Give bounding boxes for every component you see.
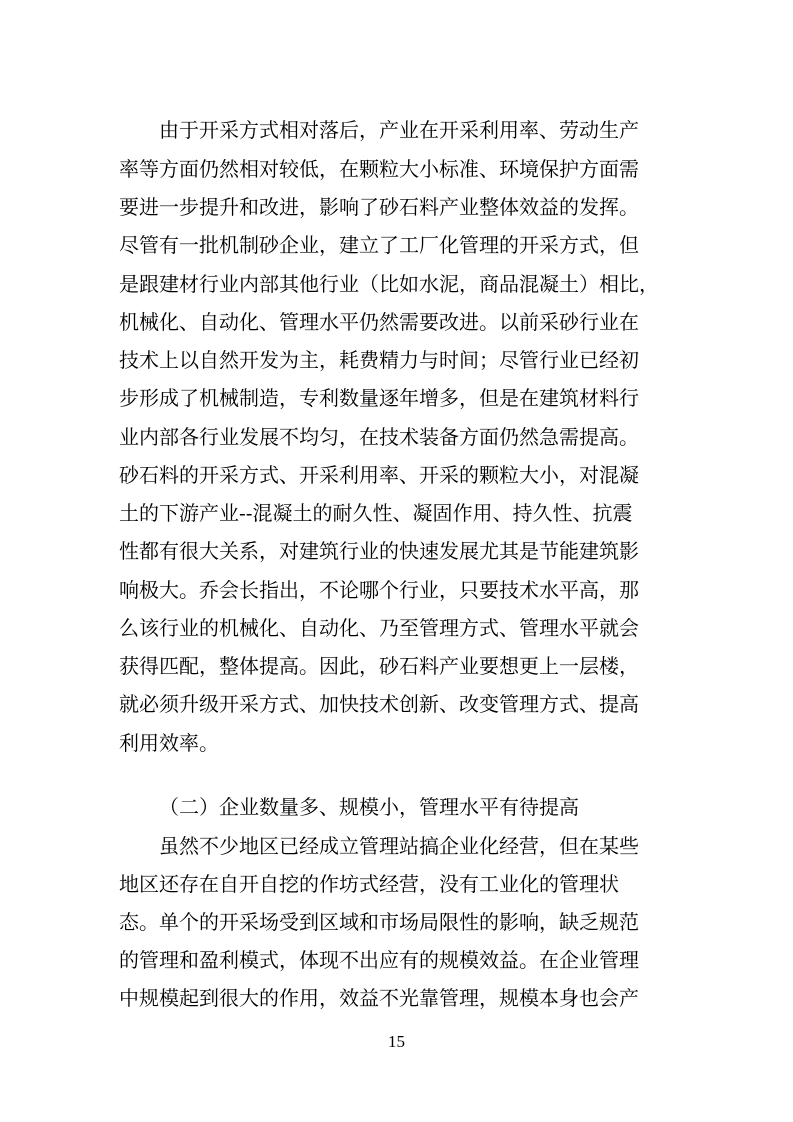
paragraph-1-line-11: 土的下游产业--混凝土的耐久性、凝固作用、持久性、抗震 bbox=[119, 501, 633, 525]
paragraph-1-line-17: 利用效率。 bbox=[119, 731, 219, 755]
paragraph-2-line-5: 中规模起到很大的作用，效益不光靠管理，规模本身也会产 bbox=[119, 986, 639, 1010]
paragraph-2-line-3: 态。单个的开采场受到区域和市场局限性的影响，缺乏规范 bbox=[119, 910, 639, 934]
paragraph-2-line-1: 虽然不少地区已经成立管理站搞企业化经营，但在某些 bbox=[159, 834, 639, 858]
paragraph-1-line-2: 率等方面仍然相对较低，在颗粒大小标准、环境保护方面需 bbox=[119, 157, 639, 181]
paragraph-1-line-3: 要进一步提升和改进，影响了砂石料产业整体效益的发挥。 bbox=[119, 195, 639, 219]
paragraph-1-line-5: 是跟建材行业内部其他行业（比如水泥，商品混凝土）相比， bbox=[119, 272, 659, 296]
paragraph-2-line-4: 的管理和盈利模式，体现不出应有的规模效益。在企业管理 bbox=[119, 948, 639, 972]
paragraph-1-line-4: 尽管有一批机制砂企业，建立了工厂化管理的开采方式，但 bbox=[119, 233, 639, 257]
section-heading: （二）企业数量多、规模小，管理水平有待提高 bbox=[159, 795, 579, 819]
paragraph-2-line-2: 地区还存在自开自挖的作坊式经营，没有工业化的管理状 bbox=[119, 872, 619, 896]
paragraph-1-line-9: 业内部各行业发展不均匀，在技术装备方面仍然急需提高。 bbox=[119, 425, 639, 449]
paragraph-1-line-15: 获得匹配，整体提高。因此，砂石料产业要想更上一层楼， bbox=[119, 654, 639, 678]
page-number: 15 bbox=[388, 1032, 405, 1051]
paragraph-1-line-7: 技术上以自然开发为主，耗费精力与时间；尽管行业已经初 bbox=[119, 348, 639, 372]
paragraph-1-line-16: 就必须升级开采方式、加快技术创新、改变管理方式、提高 bbox=[119, 692, 639, 716]
paragraph-1-line-10: 砂石料的开采方式、开采利用率、开采的颗粒大小，对混凝 bbox=[119, 463, 639, 487]
paragraph-1-line-14: 么该行业的机械化、自动化、乃至管理方式、管理水平就会 bbox=[119, 616, 639, 640]
paragraph-1-line-13: 响极大。乔会长指出，不论哪个行业，只要技术水平高，那 bbox=[119, 578, 639, 602]
paragraph-1-line-1: 由于开采方式相对落后，产业在开采利用率、劳动生产 bbox=[159, 118, 639, 142]
paragraph-1-line-12: 性都有很大关系，对建筑行业的快速发展尤其是节能建筑影 bbox=[119, 539, 639, 563]
paragraph-1-line-6: 机械化、自动化、管理水平仍然需要改进。以前采砂行业在 bbox=[119, 310, 639, 334]
paragraph-1-line-8: 步形成了机械制造，专利数量逐年增多，但是在建筑材料行 bbox=[119, 386, 639, 410]
